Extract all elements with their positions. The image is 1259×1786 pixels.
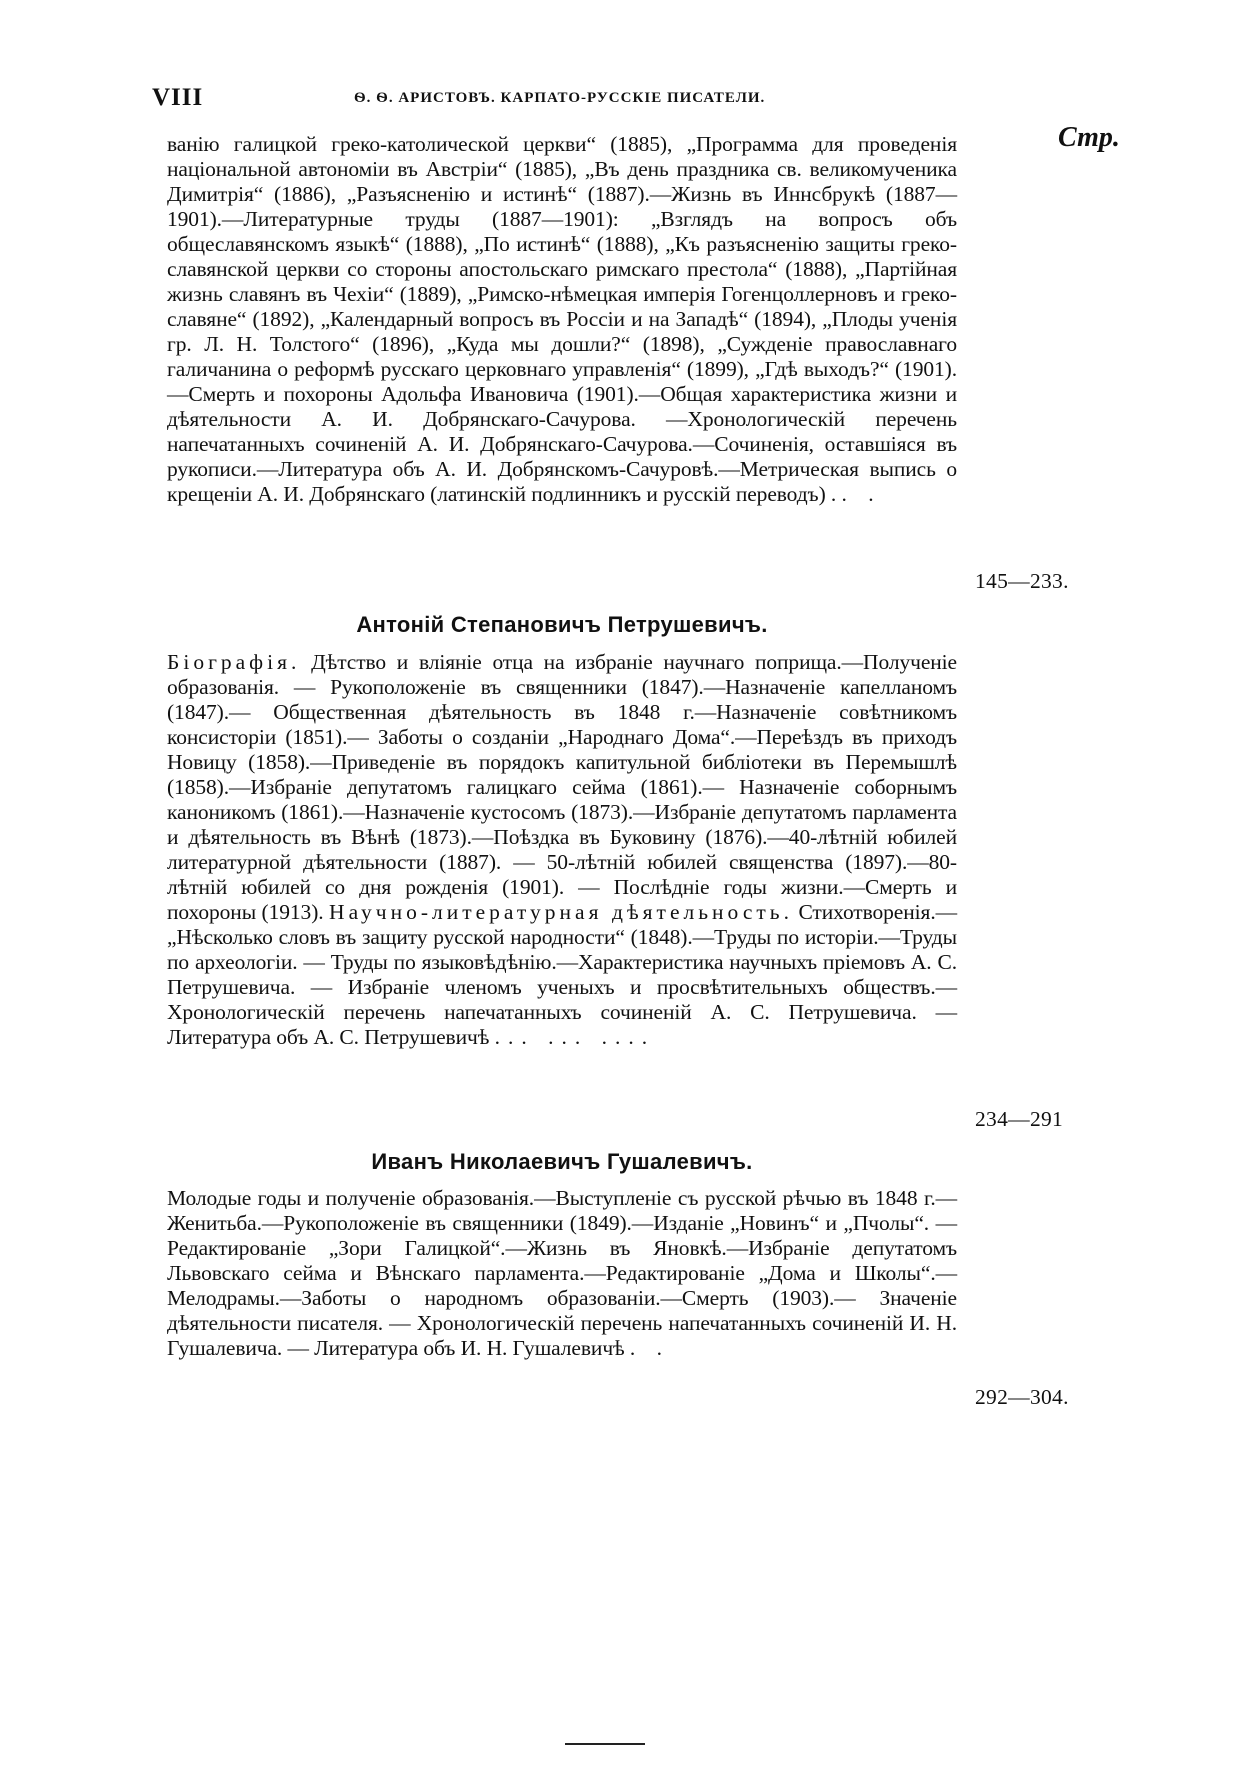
toc-entry-dobryansky <box>167 132 957 507</box>
page-range: 234—291 <box>975 1107 1064 1131</box>
entry-text <box>167 1186 957 1361</box>
closing-rule <box>565 1743 645 1745</box>
page-column-label: Стр. <box>1058 122 1120 153</box>
running-title: Ѳ. Ѳ. АРИСТОВЪ. КАРПАТО-РУССКІЕ ПИСАТЕЛИ. <box>354 90 766 106</box>
section-heading: Иванъ Николаевичъ Гушалевичъ. <box>371 1149 753 1174</box>
section-heading: Антоній Степановичъ Петрушевичъ. <box>356 612 768 637</box>
page-range: 292—304. <box>975 1385 1069 1409</box>
entry-description: Дѣтство и вліяніе отца на избраніе научнаго поприща.—Полученіе образованія. — Рукоположеніе въ священники (1847).—Назначеніе капелланомъ (1847).— Общественная дѣятельность въ 1848 г.—Назначеніе совѣтникомъ консисторіи (1851).— Заботы о созданіи „Народнаго Дома“.—Переѣздъ въ приходъ Новицу (1858).—Приведеніе въ порядокъ капитульной библіотеки въ Перемышлѣ (1858).—Избраніе депутатомъ галицкаго сейма (1861).— Назначеніе соборнымъ каноникомъ (1861).—Назначеніе кустосомъ (1873).—Избраніе депутатомъ парламента и дѣятельность въ Вѣнѣ (1873).—Поѣздка въ Буковину (1876).—40-лѣтній юбилей литературной дѣятельности (1887). — 50-лѣтній юбилей священства (1897).—80-лѣтній юбилей со дня рожденія (1901). — Послѣдніе годы жизни.—Смерть и похороны (1913). <box>167 650 957 924</box>
toc-entry-gushalevich <box>167 1186 957 1361</box>
entry-text <box>167 132 957 507</box>
entry-lead: Біографія. <box>167 650 301 674</box>
leader-dots: . . <box>629 1336 671 1360</box>
leader-dots: ... ... .... <box>494 1025 656 1049</box>
entry-text <box>167 650 957 1050</box>
entry-description: Молодые годы и полученіе образованія.—Выступленіе съ русской рѣчью въ 1848 г.—Женитьба.—Рукоположеніе въ священники (1849).—Изданіе „Новинъ“ и „Пчолы“. — Редактированіе „Зори Галицкой“.—Жизнь въ Яновкѣ.—Избраніе депутатомъ Львовскаго сейма и Вѣнскаго парламента.—Редактированіе „Дома и Школы“.— Мелодрамы.—Заботы о народномъ образованіи.—Смерть (1903).— Значеніе дѣятельности писателя. — Хронологическій перечень напечатанныхъ сочиненій И. Н. Гушалевича. — Литература объ И. Н. Гушалевичѣ <box>167 1186 957 1360</box>
entry-description: ванію галицкой греко-католической церкви“ (1885), „Программа для проведенія національной автономіи въ Австріи“ (1885), „Въ день праздника св. великомученика Димитрія“ (1886), „Разъясненію и истинѣ“ (1887).—Жизнь въ Иннсбрукѣ (1887—1901).—Литературные труды (1887—1901): „Взглядъ на вопросъ объ общеславянскомъ языкѣ“ (1888), „По истинѣ“ (1888), „Къ разъясненію защиты греко-славянской церкви со стороны апостольскаго римскаго престола“ (1888), „Партійная жизнь славянъ въ Чехіи“ (1889), „Римско-нѣмецкая имперія Гогенцоллерновъ и греко-славяне“ (1892), „Календарный вопросъ въ Россіи и на Западѣ“ (1894), „Плоды ученія гр. Л. Н. Толстого“ (1896), „Куда мы дошли?“ (1898), „Сужденіе православнаго галичанина о реформѣ русскаго церковнаго управленія“ (1899), „Гдѣ выходъ?“ (1901).—Смерть и похороны Адольфа Ивановича (1901).—Общая характеристика жизни и дѣятельности А. И. Добрянскаго-Сачурова. —Хронологическій перечень напечатанныхъ сочиненій А. И. Добрянскаго-Сачурова.—Сочиненія, оставшіяся въ рукописи.—Литература объ А. И. Добрянскомъ-Сачуровѣ.—Метрическая выпись о крещеніи А. И. Добрянскаго (латинскій подлинникъ и русскій переводъ) . <box>167 132 957 506</box>
toc-entry-petrushevich <box>167 650 957 1050</box>
running-header <box>152 84 882 114</box>
entry-sublead: Научно-литературная дѣятельность. <box>329 900 793 924</box>
entry-description-2: Стихотворенія.—„Нѣсколько словъ въ защиту русской народности“ (1848).—Труды по исторіи.—Труды по археологіи. — Труды по языковѣдѣнію.—Характеристика научныхъ пріемовъ А. С. Петрушевича. — Избраніе членомъ ученыхъ и просвѣтительныхъ обществъ.—Хронологическій перечень напечатанныхъ сочиненій А. С. Петрушевича. — Литература объ А. С. Петрушевичѣ <box>167 900 957 1049</box>
page-range: 145—233. <box>975 569 1069 593</box>
leader-dots: . . <box>841 482 882 506</box>
page-number: VIII <box>152 84 204 111</box>
